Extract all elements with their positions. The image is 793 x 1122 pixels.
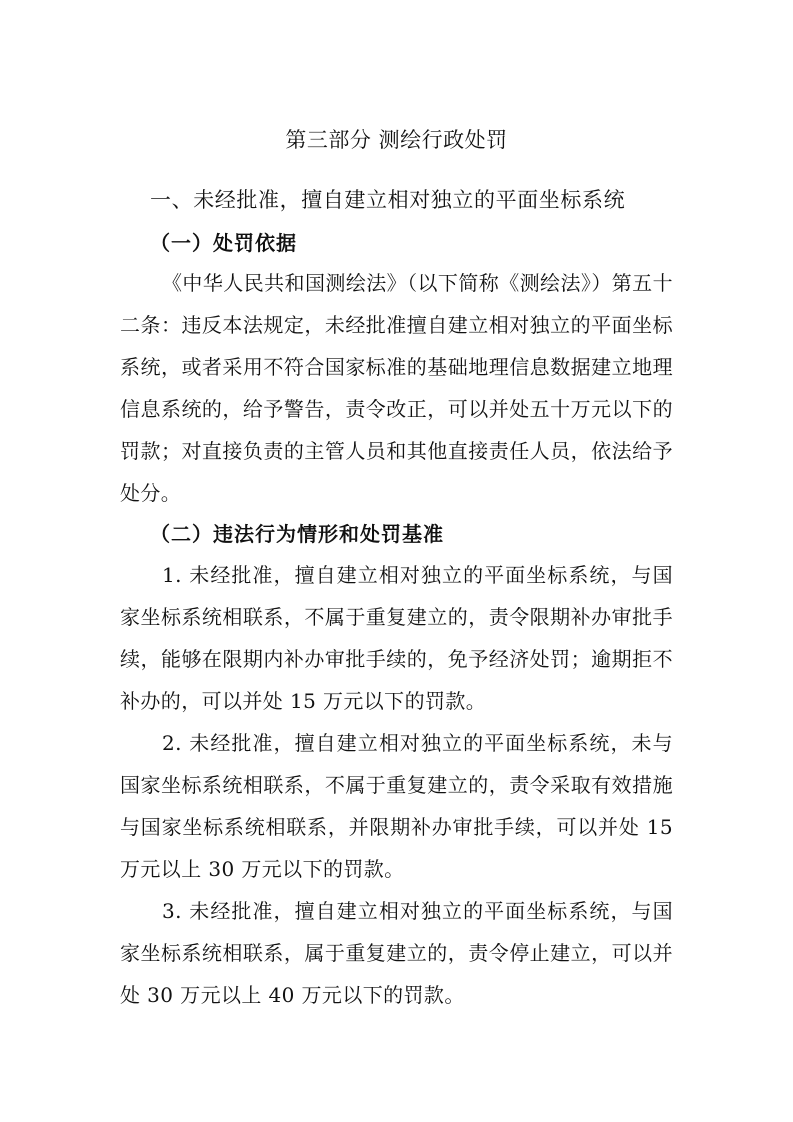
- penalty-item-2: 2. 未经批准，擅自建立相对独立的平面坐标系统，未与国家坐标系统相联系，不属于重复建立的，责令采取有效措施与国家坐标系统相联系，并限期补办审批手续，可以并处 15 万元以上 30 万元以下的罚款。: [120, 731, 673, 881]
- subsection-2-heading: （二）违法行为情形和处罚基准: [150, 522, 444, 546]
- penalty-item-1: 1. 未经批准，擅自建立相对独立的平面坐标系统，与国家坐标系统相联系，不属于重复建立的，责令限期补办审批手续，能够在限期内补办审批手续的，免予经济处罚；逾期拒不补办的，可以并处 15 万元以下的罚款。: [120, 563, 673, 713]
- part-title: 第三部分 测绘行政处罚: [285, 128, 508, 152]
- section-title: 一、未经批准，擅自建立相对独立的平面坐标系统: [150, 188, 626, 212]
- penalty-basis-paragraph: 《中华人民共和国测绘法》（以下简称《测绘法》）第五十二条：违反本法规定，未经批准擅自建立相对独立的平面坐标系统，或者采用不符合国家标准的基础地理信息数据建立地理信息系统的，给予警告，责令改正，可以并处五十万元以下的罚款；对直接负责的主管人员和其他直接责任人员，依法给予处分。: [120, 271, 673, 505]
- subsection-1-heading: （一）处罚依据: [150, 231, 297, 255]
- penalty-item-3: 3. 未经批准，擅自建立相对独立的平面坐标系统，与国家坐标系统相联系，属于重复建立的，责令停止建立，可以并处 30 万元以上 40 万元以下的罚款。: [120, 899, 673, 1007]
